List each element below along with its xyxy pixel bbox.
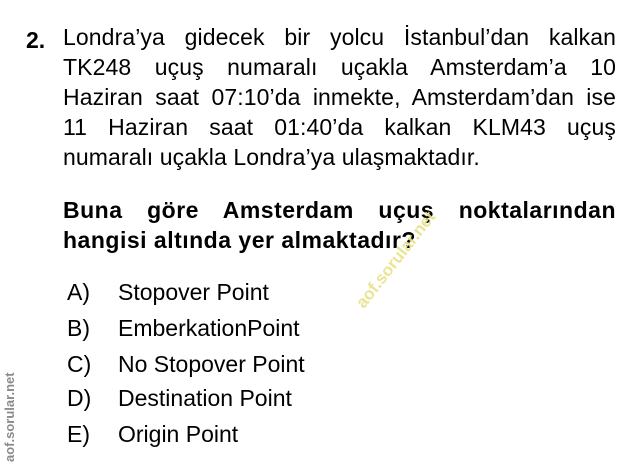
option-text: Stopover Point: [118, 279, 269, 305]
option-letter: D): [67, 385, 92, 411]
option-a[interactable]: [67, 277, 269, 307]
option-letter: C): [67, 351, 92, 377]
option-d[interactable]: [67, 383, 292, 413]
question-number: 2.: [26, 27, 46, 53]
option-letter: A): [67, 279, 90, 305]
option-letter: B): [67, 315, 90, 341]
diagonal-watermark: aof.sorular.net: [352, 207, 440, 312]
question-prompt: Buna göre Amsterdam uçuş noktalarından hangisi altında yer almaktadır?: [63, 197, 616, 253]
option-e[interactable]: [67, 419, 238, 449]
side-watermark: aof.sorular.net: [2, 372, 17, 462]
option-text: No Stopover Point: [118, 351, 305, 377]
option-b[interactable]: [67, 313, 300, 343]
option-text: Destination Point: [118, 385, 292, 411]
question-stem: Londra’ya gidecek bir yolcu İstanbul’dan kalkan TK248 uçuş numaralı uçakla Amsterdam’a 10 Haziran saat 07:10’da inmekte, Amsterdam’dan ise 11 Haziran saat 01:40’da kalkan KLM43 uçuş numaralı uçakla Londra’ya ulaşmaktadır.: [63, 24, 616, 170]
option-text: Origin Point: [118, 421, 239, 447]
option-c[interactable]: [67, 349, 305, 379]
option-text: EmberkationPoint: [118, 315, 300, 341]
option-letter: E): [67, 421, 90, 447]
